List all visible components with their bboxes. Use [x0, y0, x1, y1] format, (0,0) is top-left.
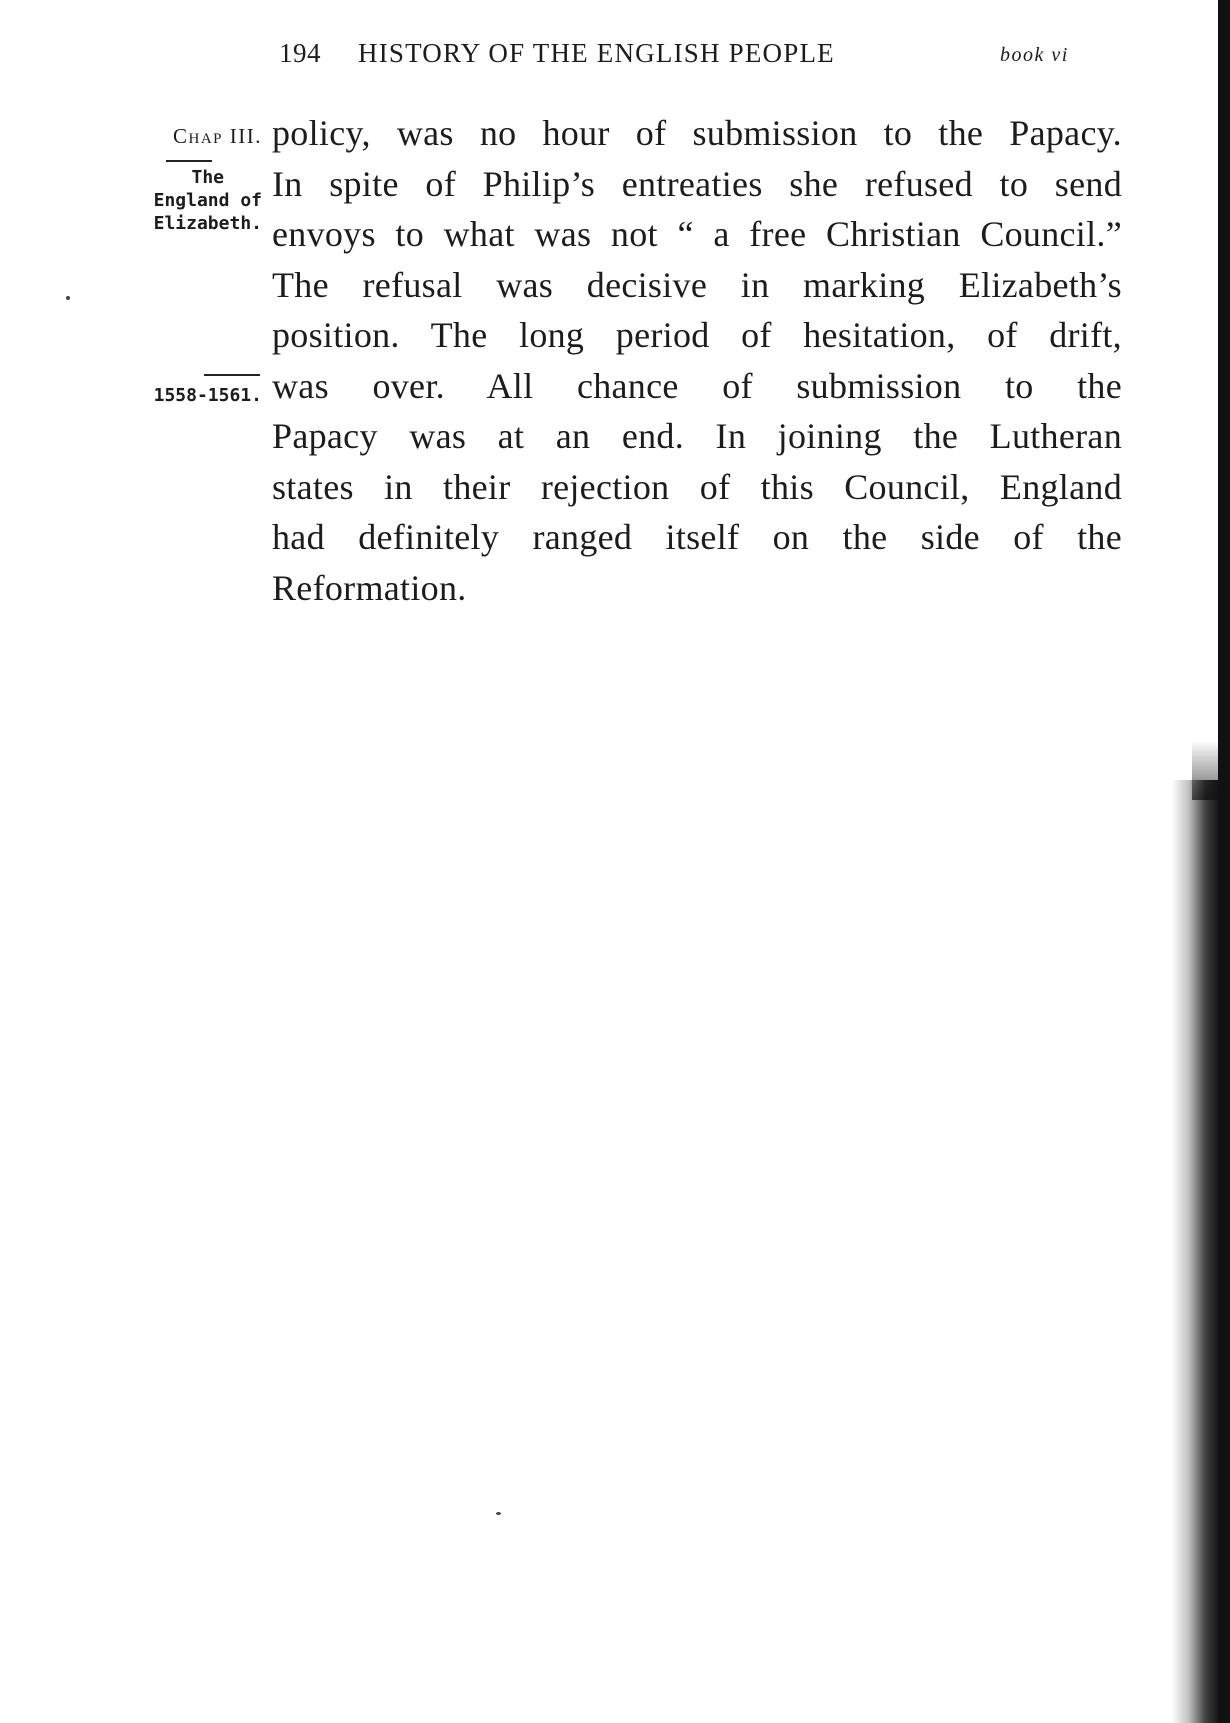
body-line: position. The long period of hesitation, of drift, — [272, 315, 1122, 355]
sidenote-title-line: The — [191, 167, 224, 188]
sidenote-title — [154, 166, 262, 235]
body-line: had definitely ranged itself on the side of the — [272, 517, 1122, 557]
sidenote-title-line: Elizabeth. — [153, 213, 262, 234]
sidenote-rule-top — [166, 160, 212, 162]
page-number: 194 — [279, 38, 321, 68]
sidenote-title-line: England of — [153, 190, 262, 211]
body-line: The refusal was decisive in marking Elizabeth’s — [272, 264, 1122, 305]
body-line: In spite of Philip’s entreaties she refused to send — [272, 163, 1122, 204]
body-line: Reformation. — [272, 567, 467, 608]
chapter-label: Chap III. — [173, 124, 262, 148]
body-line: states in their rejection of this Council, England — [272, 466, 1122, 507]
page-header — [0, 34, 1230, 74]
sidenote-rule-bottom — [204, 374, 260, 376]
body-line: envoys to what was not “ a free Christian Council.” — [272, 214, 1122, 254]
body-line: Papacy was at an end. In joining the Lutheran — [272, 416, 1122, 456]
scan-speck — [496, 1512, 501, 1515]
running-head: HISTORY OF THE ENGLISH PEOPLE — [358, 38, 835, 68]
page-edge-shadow — [1172, 780, 1220, 1723]
book-label: book vi — [1000, 44, 1069, 66]
page-edge-bar — [1218, 0, 1230, 1723]
body-paragraph — [272, 108, 1122, 613]
body-line: policy, was no hour of submission to the Papacy. — [272, 113, 1122, 153]
body-line: was over. All chance of submission to the — [272, 365, 1122, 406]
sidenote-dates: 1558-1561. — [153, 385, 262, 406]
scan-speck — [66, 296, 70, 300]
